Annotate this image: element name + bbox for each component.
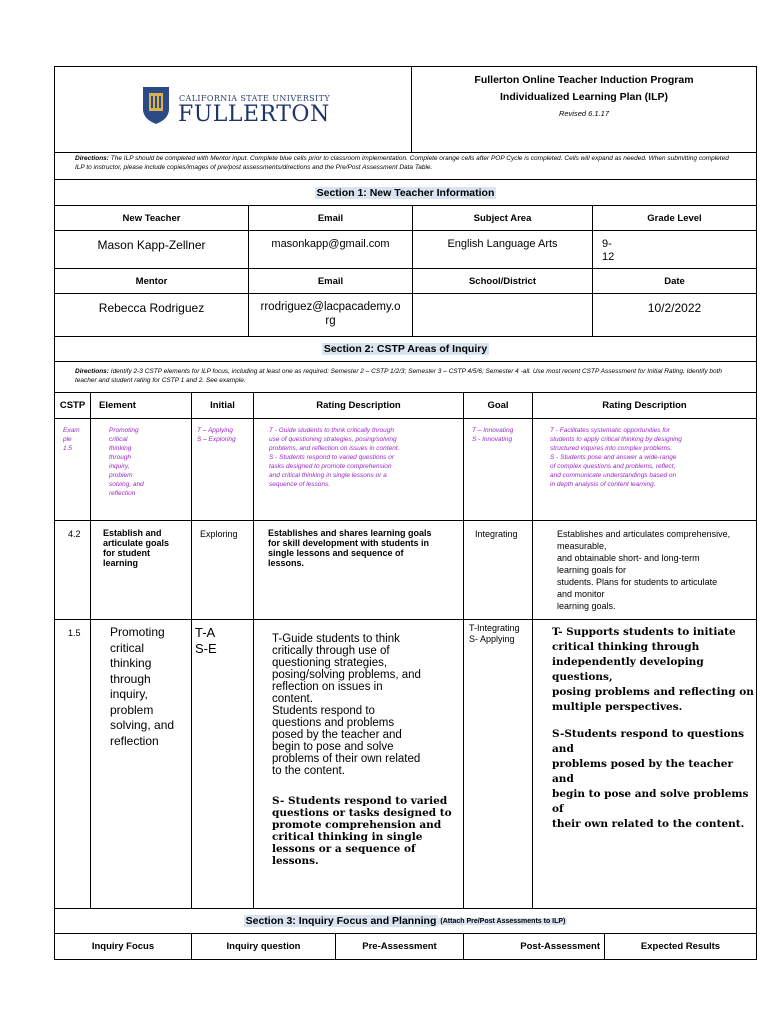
example-initial: T – Applying S – Exploring — [191, 418, 253, 520]
subject-area-header: Subject Area — [412, 205, 592, 230]
inquiry-focus-header: Inquiry Focus — [55, 933, 191, 959]
goal-rating-description-header: Rating Description — [532, 392, 756, 418]
revised-date: Revised 6.1.17 — [558, 109, 610, 118]
row1-goal-description: Establishes and articulates comprehensive, measurable, and obtainable short- and long-term learning goals for students. Plans for students to articulate and monitor learning goals. — [532, 520, 756, 619]
logo-area — [55, 67, 411, 152]
row2-goal-description — [532, 619, 756, 908]
row2-element: Promoting critical thinking through inquiry, problem solving, and reflection — [90, 619, 191, 908]
date-header: Date — [592, 268, 756, 293]
teacher-email-value: masonkapp@gmail.com — [248, 230, 412, 268]
row2-goal-student: S-Students respond to questions and problems posed by the teacher and begin to pose and solve problems of their own related to the content. — [552, 728, 749, 830]
ilp-document — [54, 66, 757, 960]
row1-goal: Integrating — [463, 520, 532, 619]
example-cstp: Exam ple 1.5 — [55, 418, 90, 520]
university-small-text: CALIFORNIA STATE UNIVERSITY — [179, 94, 331, 103]
section2-title: Section 2: CSTP Areas of Inquiry — [55, 336, 756, 361]
example-goal-description: T - Facilitates systematic opportunities for students to apply critical thinking by designing structured inquires into complex problems. S - Students pose and answer a wide-range of complex questions and problems, reflect, and communicate understandings based on in depth analysis of content learning. — [532, 418, 756, 520]
university-seal-icon — [141, 85, 171, 125]
grade-level-value: 9- 12 — [592, 230, 756, 268]
email-header: Email — [248, 205, 412, 230]
section3-title: Section 3: Inquiry Focus and Planning (Attach Pre/Post Assessments to ILP) — [55, 908, 756, 933]
school-district-header: School/District — [412, 268, 592, 293]
row2-initial: T-A S-E — [191, 619, 253, 908]
row2-teacher-description: T-Guide students to think critically through use of questioning strategies, posing/solving problems, and reflection on issues in content. Students respond to questions and problems posed by the teacher and begin to pose and solve problems of their own related to the content. — [272, 633, 421, 777]
row1-element: Establish and articulate goals for student learning — [90, 520, 191, 619]
row1-cstp: 4.2 — [55, 520, 90, 619]
section1-title: Section 1: New Teacher Information — [55, 179, 756, 205]
row2-rating-description — [253, 619, 463, 908]
subject-area-value: English Language Arts — [412, 230, 592, 268]
new-teacher-header: New Teacher — [55, 205, 248, 230]
title-area — [411, 67, 756, 152]
school-district-value — [412, 293, 592, 336]
expected-results-header: Expected Results — [604, 933, 756, 959]
row1-rating-description: Establishes and shares learning goals for skill development with students in single lessons and sequence of lessons. — [253, 520, 463, 619]
program-title: Fullerton Online Teacher Induction Program — [474, 74, 694, 86]
directions-1: Directions: The ILP should be completed with Mentor input. Complete blue cells prior to classroom implementation. Complete orange cells after POP Cycle is completed. Cells will expand as needed. When submitting completed ILP to instructor, please include copies/images of pre/post assessments/directions and the Pre/Post Assessment Data Table. — [55, 152, 756, 179]
goal-header: Goal — [463, 392, 532, 418]
grade-level-header: Grade Level — [592, 205, 756, 230]
row1-initial: Exploring — [191, 520, 253, 619]
rating-description-header: Rating Description — [253, 392, 463, 418]
row2-student-description: S- Students respond to varied questions or tasks designed to promote comprehension and critical thinking in single lessons or a sequence of lessons. — [272, 795, 452, 867]
example-goal: T – Innovating S - Innovating — [463, 418, 532, 520]
mentor-value: Rebecca Rodriguez — [55, 293, 248, 336]
mentor-email-header: Email — [248, 268, 412, 293]
mentor-email-value: rrodriguez@lacpacademy.o rg — [248, 293, 412, 336]
plan-title: Individualized Learning Plan (ILP) — [499, 91, 668, 103]
example-element: Promoting critical thinking through inquiry, problem solving, and reflection — [90, 418, 191, 520]
post-assessment-header: Post-Assessment — [463, 933, 604, 959]
initial-header: Initial — [191, 392, 253, 418]
row2-goal: T-Integrating S- Applying — [463, 619, 532, 908]
date-value: 10/2/2022 — [592, 293, 756, 336]
element-header: Element — [90, 392, 191, 418]
university-big-text: FULLERTON — [178, 102, 330, 127]
new-teacher-value: Mason Kapp-Zellner — [55, 230, 248, 268]
inquiry-question-header: Inquiry question — [191, 933, 335, 959]
example-rating-description: T - Guide students to think critically through use of questioning strategies, posing/solving problems, and reflection on issues in content. S - Students respond to varied questions or tasks designed to promote comprehension and critical thinking in single lessons or a sequence of lessons. — [253, 418, 463, 520]
cstp-header: CSTP — [55, 392, 90, 418]
row2-goal-teacher: T- Supports students to initiate critical thinking through independently developing questions, posing problems and reflecting on multiple perspectives. — [552, 626, 754, 713]
pre-assessment-header: Pre-Assessment — [335, 933, 463, 959]
row2-cstp: 1.5 — [55, 619, 90, 908]
mentor-header: Mentor — [55, 268, 248, 293]
directions-2: Directions: Identify 2-3 CSTP elements for ILP focus, including at least one as required: Semester 2 – CSTP 1/2/3; Semester 3 – CSTP 4/5/6; Semester 4 -all. Use most recent CSTP Assessment for Initial Rating. Identify both teacher and student rating for CSTP 1 and 2. See example. — [55, 361, 756, 392]
